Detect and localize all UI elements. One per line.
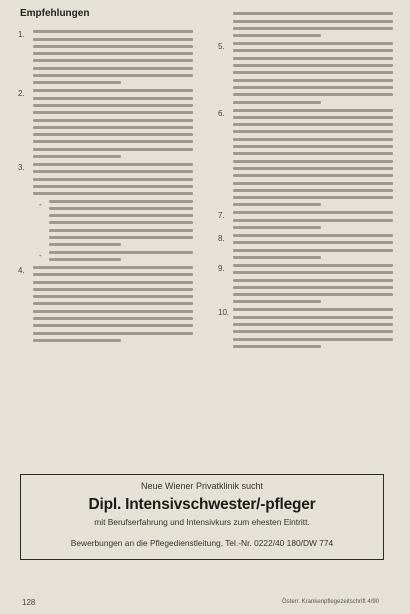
illegible-text-line [33,74,193,77]
ad-intro-text: Neue Wiener Privatklinik sucht [140,481,264,491]
illegible-text-line [233,338,393,341]
illegible-text-line [233,323,393,326]
illegible-text-line [33,332,193,335]
illegible-text-line [233,300,321,303]
item-number: 8. [218,234,225,244]
illegible-text-line [33,295,193,298]
illegible-text-line [33,81,121,84]
illegible-text-line [33,324,193,327]
item-number: 4. [18,265,25,275]
list-item [218,234,393,259]
illegible-text-line [33,38,193,41]
ad-contact-text: Bewerbungen an die Pflegedienstleitung, Tel.-Nr. 0222/40 180/DW 774 [70,538,334,548]
illegible-text-line [49,243,121,246]
illegible-text-line [233,27,393,30]
list-item [18,163,193,261]
illegible-text-line [49,229,193,232]
illegible-text-line [33,119,193,122]
illegible-text-line [233,196,393,199]
illegible-text-line [33,266,193,269]
illegible-text-line [233,308,393,311]
illegible-text-line [233,152,393,155]
illegible-text-line [33,133,193,136]
list-item [18,30,193,84]
illegible-text-line [233,49,393,52]
illegible-text-line [33,288,193,291]
illegible-text-line [49,236,193,239]
illegible-text-line [233,86,393,89]
item-number: 1. [18,30,25,40]
list-item [18,89,193,158]
illegible-text-line [33,185,193,188]
illegible-text-line [233,203,321,206]
illegible-text-line [33,317,193,320]
illegible-text-line [233,345,321,348]
left-text-column [18,26,193,347]
list-item [218,211,393,229]
illegible-text-line [33,281,193,284]
sub-list-item [39,200,193,247]
dash-bullet: - [39,199,42,209]
illegible-text-line [233,20,393,23]
illegible-text-line [233,64,393,67]
list-item [218,264,393,303]
list-item [218,308,393,347]
illegible-text-line [233,57,393,60]
illegible-text-line [233,93,393,96]
illegible-text-line [33,339,121,342]
item-number: 10. [218,308,230,318]
illegible-text-line [233,79,393,82]
illegible-text-line [33,126,193,129]
illegible-text-line [233,264,393,267]
right-text-column [218,8,393,353]
publication-source: Österr. Krankenpflegezeitschrift 4/90 [282,599,380,605]
dash-bullet: - [39,250,42,260]
illegible-text-line [233,293,393,296]
illegible-text-line [33,148,193,151]
illegible-text-line [233,12,393,15]
illegible-text-line [33,140,193,143]
illegible-text-line [49,214,193,217]
illegible-text-line [233,145,393,148]
illegible-text-line [49,221,193,224]
illegible-text-line [233,189,393,192]
illegible-text-line [233,42,393,45]
illegible-text-line [233,101,321,104]
illegible-text-line [33,163,193,166]
illegible-text-line [33,67,193,70]
illegible-text-line [233,138,393,141]
illegible-text-line [33,170,193,173]
illegible-text-line [33,89,193,92]
illegible-text-line [33,52,193,55]
illegible-text-line [233,286,393,289]
illegible-text-line [233,256,321,259]
illegible-text-line [33,302,193,305]
illegible-text-line [33,30,193,33]
illegible-text-line [233,34,321,37]
illegible-text-line [33,273,193,276]
illegible-text-line [233,330,393,333]
illegible-text-line [233,123,393,126]
illegible-text-line [33,111,193,114]
illegible-text-line [233,271,393,274]
page-number: 128 [22,598,36,607]
item-number: 3. [18,163,25,173]
illegible-text-line [233,249,393,252]
illegible-text-line [233,160,393,163]
item-number: 7. [218,211,225,221]
sub-list-item [39,251,193,261]
illegible-text-line [233,219,393,222]
illegible-text-line [233,130,393,133]
section-heading: Empfehlungen [20,8,90,19]
illegible-text-line [233,279,393,282]
illegible-text-line [33,178,193,181]
list-item [218,109,393,207]
illegible-text-line [233,109,393,112]
illegible-text-line [33,97,193,100]
illegible-text-line [33,104,193,107]
list-item [18,266,193,342]
sub-list [39,200,193,261]
job-advertisement-box [20,474,384,560]
item-number: 5. [218,42,225,52]
illegible-text-line [49,251,193,254]
illegible-text-line [233,241,393,244]
illegible-text-line [233,234,393,237]
illegible-text-line [33,59,193,62]
illegible-text-line [233,71,393,74]
illegible-text-line [233,211,393,214]
illegible-text-line [233,226,321,229]
illegible-text-line [49,258,121,261]
illegible-text-line [33,45,193,48]
item-number: 6. [218,108,225,118]
illegible-text-line [233,174,393,177]
illegible-text-line [233,167,393,170]
illegible-text-line [233,182,393,185]
illegible-text-line [233,316,393,319]
illegible-text-line [33,310,193,313]
item-number: 2. [18,89,25,99]
list-item [218,12,393,37]
illegible-text-line [49,200,193,203]
item-number: 9. [218,263,225,273]
illegible-text-line [33,155,121,158]
illegible-text-line [49,207,193,210]
list-item [218,42,393,103]
ad-job-title: Dipl. Intensivschwester/-pfleger [88,496,316,513]
illegible-text-line [233,116,393,119]
illegible-text-line [33,192,193,195]
ad-requirements-text: mit Berufserfahrung und Intensivkurs zum ehesten Eintritt. [94,517,310,527]
